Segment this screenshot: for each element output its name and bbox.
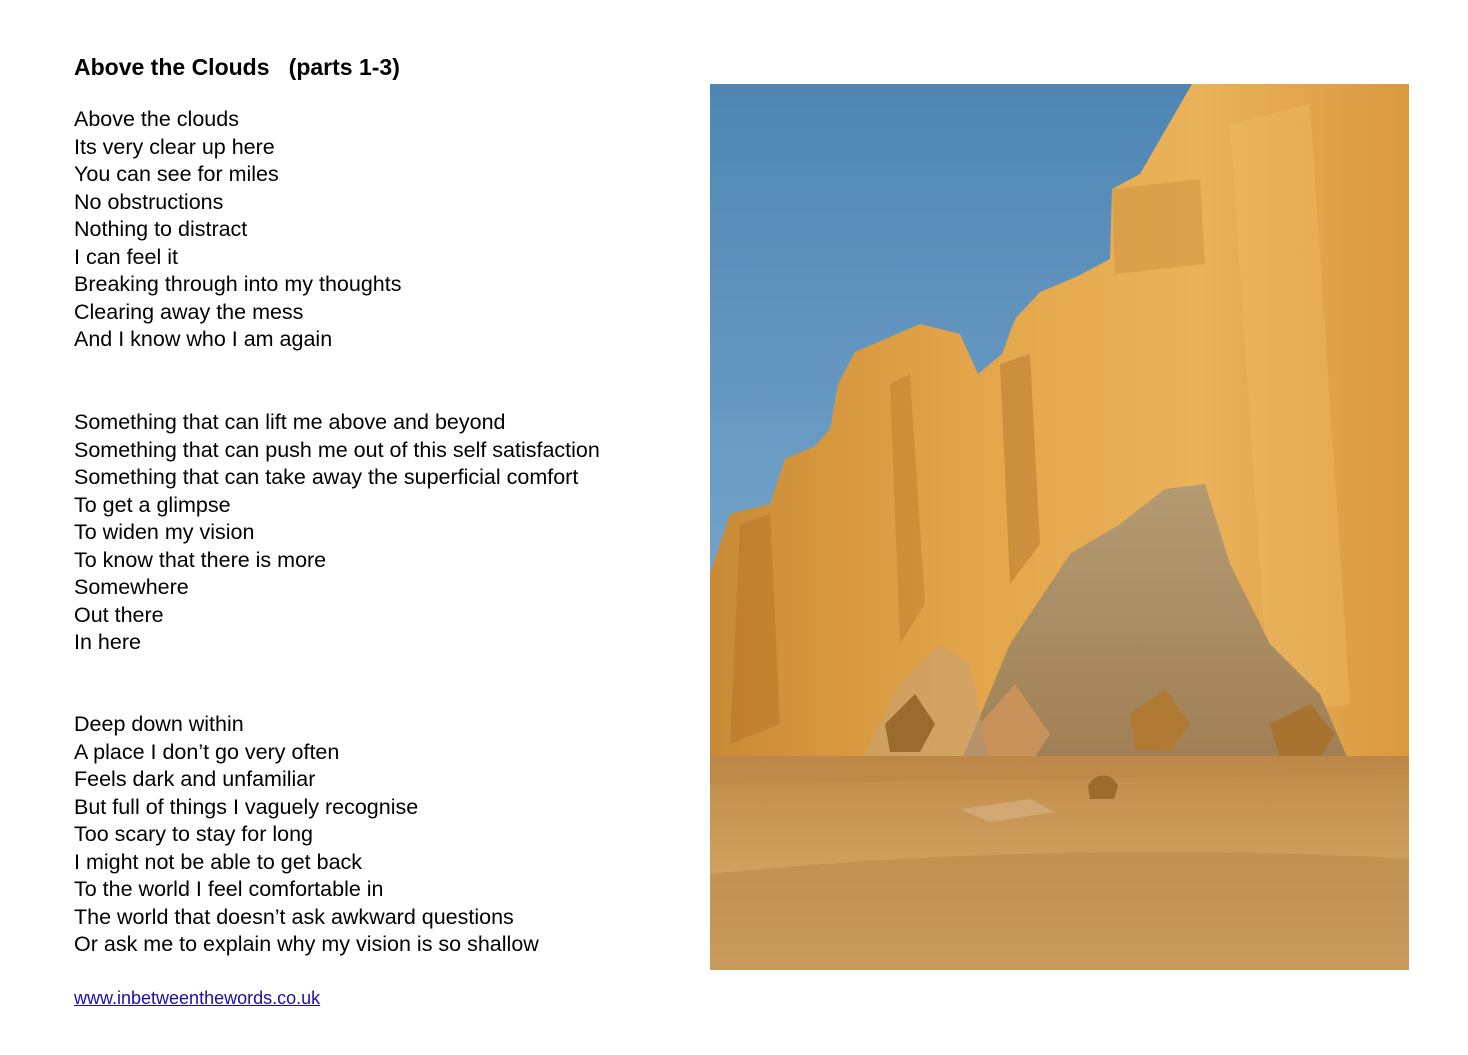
beach-foreground [710, 852, 1409, 970]
poem-line: Nothing to distract [74, 217, 248, 241]
poem-line: I can feel it [74, 244, 178, 269]
poem-line: Something that can take away the superficial comfort [74, 465, 579, 489]
cliff-photo-illustration [710, 84, 1409, 970]
poem-line: Feels dark and unfamiliar [74, 767, 316, 791]
poem-line: Something that can push me out of this self satisfaction [74, 437, 600, 462]
poem-line: Out there [74, 602, 164, 627]
poem-line: In here [74, 630, 141, 654]
poem-line: Its very clear up here [74, 134, 275, 159]
poem-line: Something that can lift me above and beyond [74, 410, 506, 434]
poem-line: But full of things I vaguely recognise [74, 794, 419, 819]
poem-line: Too scary to stay for long [74, 822, 313, 846]
poem-line: Or ask me to explain why my vision is so shallow [74, 932, 539, 956]
poem-line: Above the clouds [74, 107, 239, 131]
poem-line: No obstructions [74, 189, 224, 214]
stanza-3 [74, 711, 539, 959]
poem-line: The world that doesn’t ask awkward questions [74, 904, 514, 929]
cliff-photo [710, 84, 1409, 970]
poem-line: To know that there is more [74, 547, 327, 572]
poem-line: You can see for miles [74, 162, 279, 186]
stanza-2 [74, 409, 600, 657]
poem-line: Somewhere [74, 575, 189, 599]
poem-line: Clearing away the mess [74, 299, 304, 324]
website-link[interactable]: www.inbetweenthewords.co.uk [74, 988, 321, 1008]
poem-line: Breaking through into my thoughts [74, 272, 402, 296]
stanza-1 [74, 106, 401, 354]
poem-line: To widen my vision [74, 520, 255, 544]
cliff-ledge-block [1112, 179, 1205, 274]
poem-line: A place I don’t go very often [74, 739, 340, 764]
poem-title: Above the Clouds (parts 1-3) [74, 54, 400, 80]
poem-line: To the world I feel comfortable in [74, 877, 384, 901]
poem-line: Deep down within [74, 712, 244, 736]
poem-line: And I know who I am again [74, 327, 333, 351]
poem-line: I might not be able to get back [74, 849, 363, 874]
poem-line: To get a glimpse [74, 492, 231, 517]
